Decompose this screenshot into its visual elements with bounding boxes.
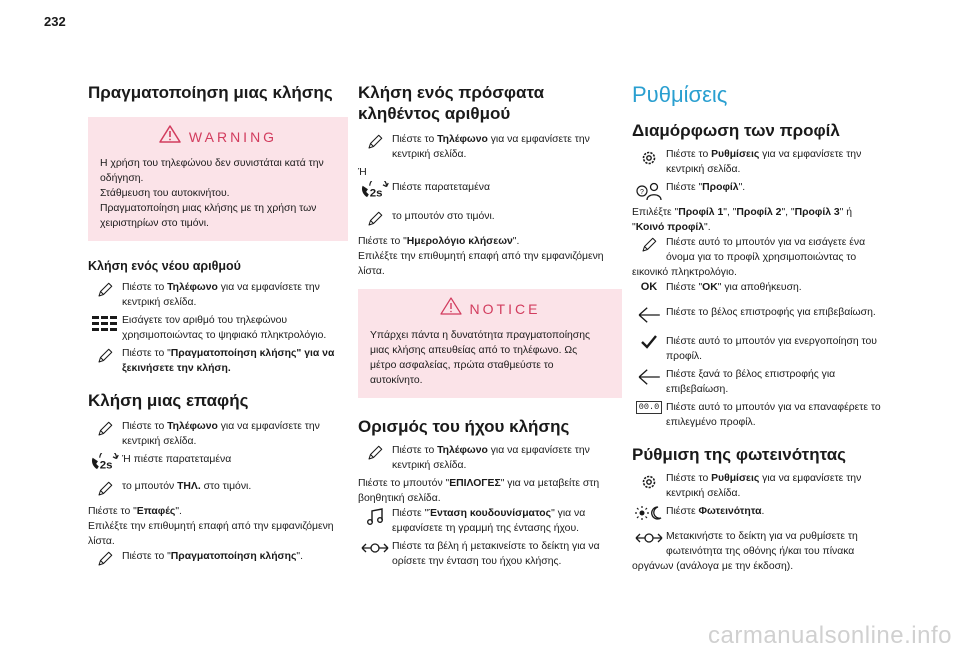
warning-line: Πραγματοποίηση μιας κλήσης με τη χρήση των (100, 203, 317, 214)
back-arrow-icon (632, 367, 666, 386)
back-arrow-icon (632, 305, 666, 324)
pen-icon (358, 443, 392, 462)
text: Πιέστε παρατεταμένα (392, 182, 490, 193)
section-title-settings: Ρυθμίσεις (632, 82, 728, 107)
text: όνομα για το προφίλ χρησιμοποιώντας το (666, 252, 857, 263)
text-bold: Προφίλ 1 (678, 207, 724, 218)
step-row (632, 334, 894, 364)
step-row (632, 400, 894, 430)
heading-profiles: Διαμόρφωση των προφίλ (632, 121, 840, 140)
text: Επιλέξτε την επιθυμητή επαφή από την εμφανιζόμενη (88, 521, 334, 532)
pen-icon (88, 479, 122, 498)
text: Επιλέξτε " (632, 207, 679, 218)
text: ". (296, 551, 303, 562)
text: Επιλέξτε την επιθυμητή επαφή από την εμφανιζόμενη (358, 251, 604, 262)
pen-icon (358, 132, 392, 151)
warning-line: Στάθμευση του αυτοκινήτου. (100, 188, 230, 199)
step-row (88, 346, 348, 376)
step-row (632, 529, 894, 559)
text: χρησιμοποιώντας το ψηφιακό πληκτρολόγιο. (122, 330, 327, 341)
text: βοηθητική σελίδα. (358, 493, 441, 504)
reset-value-icon: 00.0 (636, 401, 662, 414)
svg-text:?: ? (640, 189, 644, 196)
text: κεντρική σελίδα. (392, 149, 467, 160)
warning-line: χειριστηρίων στο τιμόνι. (100, 218, 209, 229)
text: " για να μεταβείτε στη (500, 478, 600, 489)
text: κεντρική σελίδα. (122, 297, 197, 308)
text: Πιέστε " (666, 182, 703, 193)
text: Πιέστε " (392, 508, 429, 519)
watermark: carmanualsonline.info (708, 622, 952, 649)
gear-icon (632, 147, 666, 168)
text: Εισάγετε τον αριθμό του τηλεφώνου (122, 315, 288, 326)
text-bold: Προφίλ 3 (794, 207, 840, 218)
warning-line: οδήγηση. (100, 173, 144, 184)
text-bold: Ρυθμίσεις (711, 149, 760, 160)
heading-brightness: Ρύθμιση της φωτεινότητας (632, 445, 846, 464)
step-row (632, 235, 894, 265)
text-bold: Επαφές (136, 506, 176, 517)
step-row (88, 313, 348, 343)
warning-label: WARNING (188, 128, 278, 145)
step-row (632, 220, 894, 235)
text: κεντρική σελίδα. (666, 164, 741, 175)
notice-line: μιας κλήσης απευθείας από το τηλέφωνο. Ως (370, 345, 578, 356)
text: στο τιμόνι. (200, 481, 252, 492)
text-bold: Προφίλ 2 (736, 207, 782, 218)
text: εικονικό πληκτρολόγιο. (632, 267, 737, 278)
brightness-icon (632, 504, 666, 521)
step-row (632, 471, 894, 501)
slider-icon (358, 539, 392, 556)
notice-label: NOTICE (469, 300, 541, 317)
text: " για αποθήκευση. (717, 282, 802, 293)
text-bold: Προφίλ (702, 182, 739, 193)
step-row (88, 549, 348, 568)
step-row (358, 506, 622, 536)
text: Πιέστε τα βέλη ή μετακινείστε το δείκτη για να (392, 541, 600, 552)
pen-icon (88, 549, 122, 568)
step-row (358, 209, 622, 228)
step-row (632, 367, 894, 397)
text: ". (704, 222, 711, 233)
text: εμφανίσετε τη γραμμή της έντασης ήχου. (392, 523, 580, 534)
text: Πιέστε το (392, 445, 438, 456)
warning-line: Η χρήση του τηλεφώνου δεν συνιστάται κατά την (100, 158, 324, 169)
step-row (358, 132, 622, 162)
text: οργάνων (ανάλογα με την έκδοση). (632, 561, 794, 572)
section-title-recent: Κλήση ενός πρόσφατα (358, 83, 545, 102)
text: Πιέστε το " (88, 506, 137, 517)
text-bold: Πραγματοποίηση κλήσης" για να (170, 348, 335, 359)
text-bold: Ρυθμίσεις (711, 473, 760, 484)
text: κεντρική σελίδα. (122, 436, 197, 447)
text: για να εμφανίσετε την (759, 473, 862, 484)
checkmark-icon (632, 334, 666, 349)
text: για να εμφανίσετε την (487, 134, 590, 145)
text: επιλεγμένο προφίλ. (666, 417, 756, 428)
text-bold: Πραγματοποίηση κλήσης (170, 551, 297, 562)
text: Πιέστε το βέλος επιστροφής για επιβεβαίωση. (666, 307, 876, 318)
profile-icon (632, 180, 666, 201)
text-bold: ΕΠΙΛΟΓΕΣ (449, 478, 501, 489)
text: Ή πιέστε παρατεταμένα (122, 454, 232, 465)
text: ορίσετε την ένταση του ήχου κλήσης. (392, 556, 562, 567)
column-3 (632, 82, 894, 574)
step-row (88, 452, 348, 473)
text: Πιέστε το (122, 282, 168, 293)
text: Πιέστε αυτό το μπουτόν για ενεργοποίηση του (666, 336, 877, 347)
notice-box (358, 289, 622, 398)
text: κεντρική σελίδα. (392, 460, 467, 471)
text: . (761, 506, 765, 517)
step-row (358, 539, 622, 569)
text: Πιέστε το " (358, 236, 407, 247)
text: λίστα. (88, 536, 115, 547)
text: " ή (839, 207, 853, 218)
text: για να εμφανίσετε την (217, 421, 320, 432)
text-bold: Τηλέφωνο (437, 445, 488, 456)
phone-2s-icon (358, 180, 392, 201)
text-bold: Ημερολόγιο κλήσεων (406, 236, 513, 247)
ok-icon: OK (640, 281, 658, 293)
section-title-make-call: Πραγματοποίηση μιας κλήσης (88, 83, 333, 102)
phone-2s-icon (88, 452, 122, 473)
keypad-icon (88, 313, 122, 334)
text: Πιέστε (666, 506, 699, 517)
step-row (632, 147, 894, 177)
pen-icon (88, 419, 122, 438)
heading-new-number: Κλήση ενός νέου αριθμού (88, 259, 241, 273)
step-row (632, 305, 894, 324)
text: ", " (723, 207, 737, 218)
section-title-recent-2: κληθέντος αριθμού (358, 104, 511, 123)
step-row (632, 180, 894, 201)
text: Μετακινήστε το δείκτη για να ρυθμίσετε τη (666, 531, 858, 542)
warning-icon (159, 125, 181, 148)
slider-icon (632, 529, 666, 546)
gear-icon (632, 471, 666, 492)
text: λίστα. (358, 266, 385, 277)
text: Πιέστε το " (122, 348, 171, 359)
text: το μπουτόν (122, 481, 178, 492)
notice-line: Υπάρχει πάντα η δυνατότητα πραγματοποίησης (370, 330, 590, 341)
text-bold: Κοινό προφίλ (635, 222, 705, 233)
text: Πιέστε το μπουτόν " (358, 478, 450, 489)
music-note-icon (358, 506, 392, 527)
step-row (88, 479, 348, 498)
text: επιβεβαίωση. (666, 384, 729, 395)
pen-icon (88, 346, 122, 365)
step-row (632, 504, 894, 521)
heading-ringtone: Ορισμός του ήχου κλήσης (358, 417, 570, 436)
text: ". (738, 182, 746, 193)
step-row (358, 180, 622, 201)
text: Πιέστε αυτό το μπουτόν για να εισάγετε ένα (666, 237, 866, 248)
text: Πιέστε αυτό το μπουτόν για να επαναφέρετε το (666, 402, 881, 413)
text: ". (512, 236, 520, 247)
pen-icon (632, 235, 666, 254)
text: Πιέστε το " (122, 551, 171, 562)
text-bold: ΤΗΛ. (177, 481, 201, 492)
text: " (632, 222, 636, 233)
text: " για να (551, 508, 586, 519)
text: Πιέστε το (392, 134, 438, 145)
notice-line: μέτρο ασφαλείας, πρώτα σταθμεύστε το (370, 360, 554, 371)
column-2 (358, 82, 622, 572)
text-bold: OK (702, 282, 718, 293)
text: Ή (358, 167, 367, 178)
step-row (358, 443, 622, 473)
text: για να εμφανίσετε την (759, 149, 862, 160)
text: φωτεινότητα της οθόνης ή/και του πίνακα (666, 546, 855, 557)
text: το μπουτόν στο τιμόνι. (392, 211, 495, 222)
text-bold: Τηλέφωνο (167, 421, 218, 432)
text: κεντρική σελίδα. (666, 488, 741, 499)
text: Πιέστε ξανά το βέλος επιστροφής για (666, 369, 836, 380)
notice-line: αυτοκίνητο. (370, 375, 423, 386)
text: ", " (781, 207, 795, 218)
text: Πιέστε το (666, 473, 712, 484)
step-row (88, 280, 348, 310)
text-bold: ξεκινήσετε την κλήση. (122, 363, 231, 374)
warning-box (88, 117, 348, 241)
text-bold: Τηλέφωνο (167, 282, 218, 293)
text: Πιέστε το (122, 421, 168, 432)
text: Πιέστε το (666, 149, 712, 160)
notice-icon (440, 297, 462, 320)
column-1 (88, 82, 348, 571)
heading-call-contact: Κλήση μιας επαφής (88, 391, 249, 410)
pen-icon (358, 209, 392, 228)
text: για να εμφανίσετε την (217, 282, 320, 293)
text-bold: Τηλέφωνο (437, 134, 488, 145)
text: προφίλ. (666, 351, 702, 362)
text-bold: Ένταση κουδουνίσματος (428, 508, 552, 519)
text-bold: Φωτεινότητα (698, 506, 762, 517)
text: για να εμφανίσετε την (487, 445, 590, 456)
step-row (88, 419, 348, 449)
page-number: 232 (44, 14, 66, 29)
text: ". (175, 506, 182, 517)
step-row (632, 280, 894, 295)
pen-icon (88, 280, 122, 299)
text: Πιέστε " (666, 282, 703, 293)
